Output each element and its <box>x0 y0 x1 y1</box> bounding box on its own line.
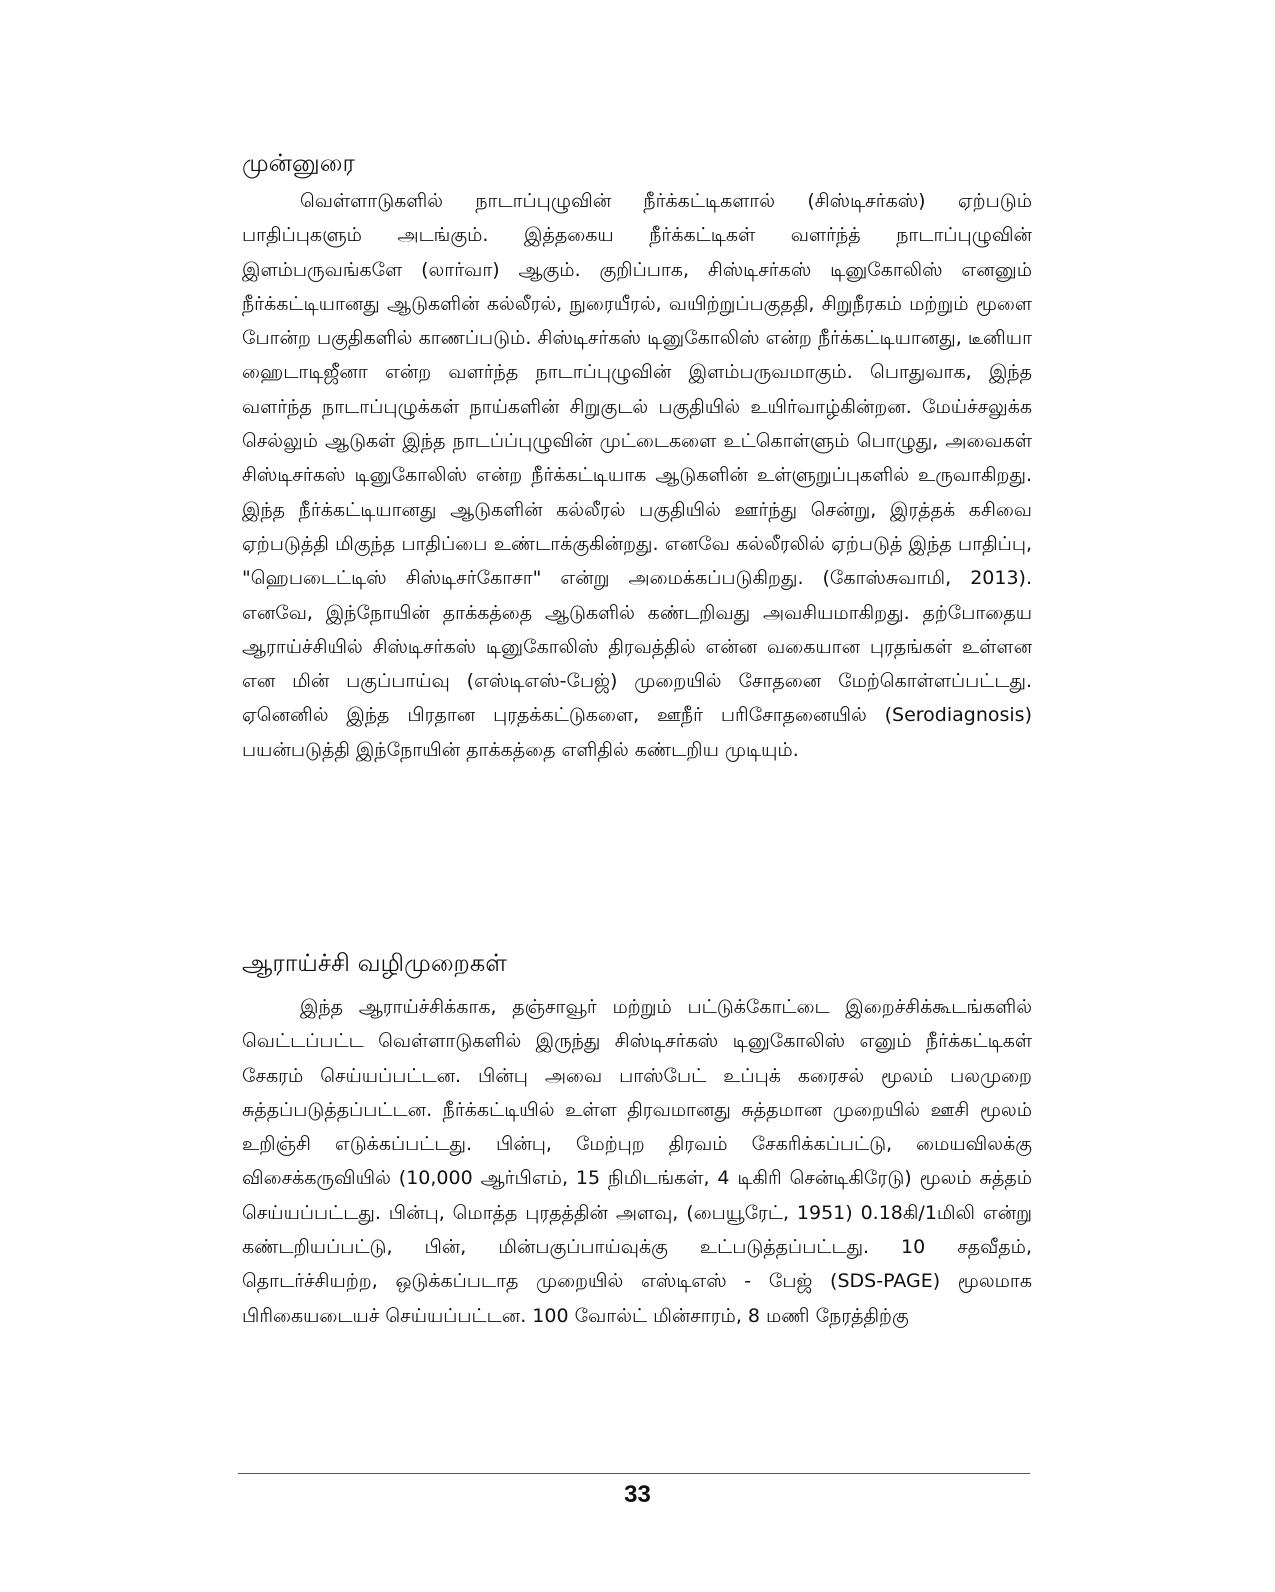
footer-divider <box>238 1473 1030 1474</box>
methods-heading: ஆராய்ச்சி வழிமுறைகள் <box>242 949 507 977</box>
page-body <box>242 138 1032 1518</box>
introduction-paragraph: வெள்ளாடுகளில் நாடாப்புழுவின் நீர்க்கட்டிகளால் (சிஸ்டிசர்கஸ்) ஏற்படும் பாதிப்புகளும் அடங்கும். இத்தகைய நீர்க்கட்டிகள் வளர்ந்த் நாடாப்புழுவின் இளம்பருவங்களே (லார்வா) ஆகும். குறிப்பாக, சிஸ்டிசர்கஸ் டினுகோலிஸ் எனனும் நீர்க்கட்டியானது ஆடுகளின் கல்லீரல், நுரையீரல், வயிற்றுப்பகுததி, சிறுநீரகம் மற்றும் மூளை போன்ற பகுதிகளில் காணப்படும். சிஸ்டிசர்கஸ் டினுகோலிஸ் என்ற நீர்க்கட்டியானது, டீனியா ஹைடாடிஜீனா என்ற வளர்ந்த நாடாப்புழுவின் இளம்பருவமாகும். பொதுவாக, இந்த வளர்ந்த நாடாப்புழுக்கள் நாய்களின் சிறுகுடல் பகுதியில் உயிர்வாழ்கின்றன. மேய்ச்சலுக்க செல்லும் ஆடுகள் இந்த நாடப்ப்புழுவின் முட்டைகளை உட்கொள்ளும் பொழுது, அவைகள் சிஸ்டிசர்கஸ் டினுகோலிஸ் என்ற நீர்க்கட்டியாக ஆடுகளின் உள்ளுறுப்புகளில் உருவாகிறது. இந்த நீர்க்கட்டியானது ஆடுகளின் கல்லீரல் பகுதியில் ஊர்ந்து சென்று, இரத்தக் கசிவை ஏற்படுத்தி மிகுந்த பாதிப்பை உண்டாக்குகின்றது. எனவே கல்லீரலில் ஏற்படுத் இந்த பாதிப்பு, "ஹெபடைட்டிஸ் சிஸ்டிசர்கோசா" என்று அமைக்கப்படுகிறது. (கோஸ்சுவாமி, 2013). எனவே, இந்நோயின் தாக்கத்தை ஆடுகளில் கண்டறிவது அவசியமாகிறது. தற்போதைய ஆராய்ச்சியில் சிஸ்டிசர்கஸ் டினுகோலிஸ் திரவத்தில் என்ன வகையான புரதங்கள் உள்ளன என மின் பகுப்பாய்வு (எஸ்டிஎஸ்-பேஜ்) முறையில் சோதனை மேற்கொள்ளப்பட்டது. ஏனெனில் இந்த பிரதான புரதக்கட்டுகளை, ஊநீர் பரிசோதனையில் (Serodiagnosis) பயன்படுத்தி இந்நோயின் தாக்கத்தை எளிதில் கண்டறிய முடியும். <box>242 190 1032 761</box>
page-number: 33 <box>624 1481 651 1508</box>
methods-paragraph: இந்த ஆராய்ச்சிக்காக, தஞ்சாவூர் மற்றும் பட்டுக்கோட்டை இறைச்சிக்கூடங்களில் வெட்டப்பட்ட வெள்ளாடுகளில் இருந்து சிஸ்டிசர்கஸ் டினுகோலிஸ் எனும் நீர்க்கட்டிகள் சேகரம் செய்யப்பட்டன. பின்பு அவை பாஸ்பேட் உப்புக் கரைசல் மூலம் பலமுறை சுத்தப்படுத்தப்பட்டன. நீர்க்கட்டியில் உள்ள திரவமானது சுத்தமான முறையில் ஊசி மூலம் உறிஞ்சி எடுக்கப்பட்டது. பின்பு, மேற்புற திரவம் சேகரிக்கப்பட்டு, மையவிலக்கு விசைக்கருவியில் (10,000 ஆர்பிஎம், 15 நிமிடங்கள், 4 டிகிரி சென்டிகிரேடு) மூலம் சுத்தம் செய்யப்பட்டது. பின்பு, மொத்த புரதத்தின் அளவு, (பையூரேட், 1951) 0.18கி/1மிலி என்று கண்டறியப்பட்டு, பின், மின்பகுப்பாய்வுக்கு உட்படுத்தப்பட்டது. 10 சதவீதம், தொடர்ச்சியற்ற, ஒடுக்கப்படாத முறையில் எஸ்டிஎஸ் - பேஜ் (SDS-PAGE) மூலமாக பிரிகையடையச் செய்யப்பட்டன. 100 வோல்ட் மின்சாரம், 8 மணி நேரத்திற்கு <box>242 996 1032 1327</box>
introduction-heading: முன்னுரை <box>242 149 355 177</box>
